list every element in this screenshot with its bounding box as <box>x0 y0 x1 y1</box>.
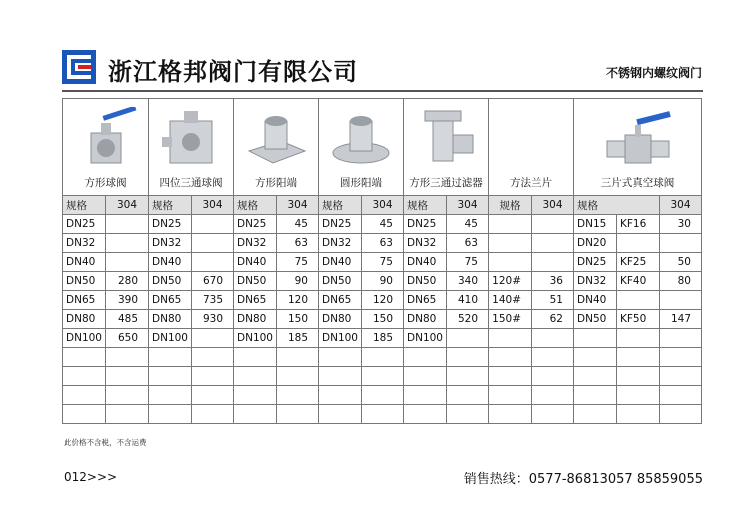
table-cell <box>617 348 660 367</box>
table-cell: 75 <box>277 253 319 272</box>
table-cell: 45 <box>447 215 489 234</box>
table-cell <box>532 405 574 424</box>
product-name: 圆形阳端 <box>340 177 382 189</box>
table-cell <box>63 386 106 405</box>
table-cell <box>63 348 106 367</box>
table-cell <box>532 329 574 348</box>
table-cell: 80 <box>660 272 702 291</box>
tee-filter-icon <box>411 107 481 169</box>
table-cell: 50 <box>660 253 702 272</box>
table-cell: DN100 <box>319 329 362 348</box>
table-cell <box>277 367 319 386</box>
column-header: 规格 <box>149 196 192 215</box>
table-cell: 650 <box>106 329 149 348</box>
table-cell: DN80 <box>234 310 277 329</box>
table-cell <box>234 405 277 424</box>
table-cell <box>234 348 277 367</box>
table-cell: 147 <box>660 310 702 329</box>
product-image-row <box>63 99 702 196</box>
table-cell: DN32 <box>574 272 617 291</box>
table-cell: 63 <box>447 234 489 253</box>
page-header <box>62 50 702 84</box>
table-cell: DN25 <box>234 215 277 234</box>
table-cell: DN65 <box>404 291 447 310</box>
table-cell <box>192 329 234 348</box>
column-header: 304 <box>106 196 149 215</box>
table-cell: 185 <box>362 329 404 348</box>
table-cell <box>404 405 447 424</box>
table-cell <box>574 329 617 348</box>
table-cell: 36 <box>532 272 574 291</box>
table-cell <box>362 386 404 405</box>
table-cell: DN65 <box>319 291 362 310</box>
column-header: 304 <box>277 196 319 215</box>
table-cell: DN40 <box>149 253 192 272</box>
table-row <box>63 272 702 291</box>
table-cell <box>660 348 702 367</box>
table-cell <box>319 348 362 367</box>
table-cell <box>362 348 404 367</box>
table-cell: 140# <box>489 291 532 310</box>
round-male-end-icon <box>326 107 396 169</box>
table-cell <box>447 405 489 424</box>
table-cell: 390 <box>106 291 149 310</box>
table-cell <box>617 234 660 253</box>
table-cell: 120 <box>277 291 319 310</box>
table-cell: DN65 <box>234 291 277 310</box>
table-cell: 45 <box>277 215 319 234</box>
table-cell <box>277 386 319 405</box>
table-cell: DN50 <box>234 272 277 291</box>
table-cell: KF40 <box>617 272 660 291</box>
product-cell <box>404 99 489 196</box>
table-cell: DN32 <box>63 234 106 253</box>
column-header: 规格 <box>234 196 277 215</box>
table-cell: 120 <box>362 291 404 310</box>
table-cell <box>660 291 702 310</box>
table-cell <box>149 348 192 367</box>
column-header: 304 <box>532 196 574 215</box>
table-cell: 120# <box>489 272 532 291</box>
table-cell <box>489 405 532 424</box>
column-header: 规格 <box>489 196 532 215</box>
table-row <box>63 367 702 386</box>
column-header: 304 <box>192 196 234 215</box>
table-cell: 150# <box>489 310 532 329</box>
table-cell: DN32 <box>319 234 362 253</box>
price-note: 此价格不含税，不含运费 <box>64 438 147 447</box>
table-cell <box>660 367 702 386</box>
column-header: 规格 <box>319 196 362 215</box>
table-cell: DN80 <box>404 310 447 329</box>
table-cell: DN80 <box>319 310 362 329</box>
table-cell: 90 <box>362 272 404 291</box>
table-cell: 75 <box>447 253 489 272</box>
table-cell <box>362 405 404 424</box>
table-row <box>63 405 702 424</box>
table-cell <box>106 215 149 234</box>
table-cell <box>532 215 574 234</box>
table-cell <box>362 367 404 386</box>
series-title: 不锈钢内螺纹阀门 <box>605 66 702 80</box>
table-cell <box>192 405 234 424</box>
table-cell <box>319 405 362 424</box>
table-row <box>63 291 702 310</box>
table-cell <box>149 386 192 405</box>
table-cell: DN25 <box>63 215 106 234</box>
table-cell <box>149 367 192 386</box>
table-cell: DN32 <box>404 234 447 253</box>
table-cell: DN25 <box>574 253 617 272</box>
table-cell <box>532 367 574 386</box>
table-cell <box>574 367 617 386</box>
table-cell <box>574 386 617 405</box>
table-cell <box>660 386 702 405</box>
company-name: 浙江格邦阀门有限公司 <box>108 58 358 86</box>
product-cell <box>149 99 234 196</box>
table-cell <box>574 348 617 367</box>
table-header-row <box>63 196 702 215</box>
column-header: 规格 <box>63 196 106 215</box>
table-cell <box>447 329 489 348</box>
table-cell <box>106 253 149 272</box>
table-cell: 150 <box>277 310 319 329</box>
table-cell <box>106 405 149 424</box>
table-cell: 520 <box>447 310 489 329</box>
table-cell <box>617 367 660 386</box>
table-cell <box>319 367 362 386</box>
table-cell: DN50 <box>319 272 362 291</box>
product-name: 方法兰片 <box>510 177 552 189</box>
table-cell <box>660 329 702 348</box>
table-cell <box>447 348 489 367</box>
table-cell <box>149 405 192 424</box>
vacuum-ball-valve-icon <box>603 107 673 169</box>
table-cell <box>532 234 574 253</box>
price-table <box>62 98 702 424</box>
table-cell <box>106 386 149 405</box>
product-cell <box>489 99 574 196</box>
table-row <box>63 215 702 234</box>
table-cell <box>617 386 660 405</box>
table-body <box>63 215 702 424</box>
table-cell <box>106 367 149 386</box>
table-cell <box>660 405 702 424</box>
table-cell: DN50 <box>574 310 617 329</box>
table-cell: DN100 <box>234 329 277 348</box>
table-cell: 63 <box>362 234 404 253</box>
table-cell: 51 <box>532 291 574 310</box>
table-cell <box>192 234 234 253</box>
table-cell <box>192 348 234 367</box>
table-cell: DN40 <box>234 253 277 272</box>
table-cell: DN100 <box>149 329 192 348</box>
table-cell <box>63 367 106 386</box>
table-cell <box>63 405 106 424</box>
table-cell <box>489 367 532 386</box>
table-cell <box>617 329 660 348</box>
table-cell: DN100 <box>63 329 106 348</box>
table-cell: 45 <box>362 215 404 234</box>
table-row <box>63 234 702 253</box>
square-ball-valve-icon <box>71 107 141 169</box>
table-row <box>63 329 702 348</box>
table-row <box>63 348 702 367</box>
table-cell <box>192 253 234 272</box>
table-cell <box>192 215 234 234</box>
product-cell <box>319 99 404 196</box>
table-cell: DN32 <box>234 234 277 253</box>
table-cell: DN50 <box>149 272 192 291</box>
table-cell: 735 <box>192 291 234 310</box>
column-header: 304 <box>447 196 489 215</box>
table-cell <box>489 348 532 367</box>
table-cell: DN65 <box>63 291 106 310</box>
table-row <box>63 310 702 329</box>
table-cell <box>489 234 532 253</box>
table-row <box>63 253 702 272</box>
product-name: 三片式真空球阀 <box>600 177 675 189</box>
column-header: 规格 <box>574 196 660 215</box>
table-cell <box>234 367 277 386</box>
table-cell: 30 <box>660 215 702 234</box>
table-cell <box>106 348 149 367</box>
table-cell <box>532 348 574 367</box>
product-name: 方形阳端 <box>255 177 297 189</box>
table-cell <box>660 234 702 253</box>
table-cell: 280 <box>106 272 149 291</box>
table-cell: 930 <box>192 310 234 329</box>
table-cell: DN25 <box>149 215 192 234</box>
table-cell: DN15 <box>574 215 617 234</box>
table-cell <box>192 367 234 386</box>
page-number: 012>>> <box>64 470 118 484</box>
table-cell <box>106 234 149 253</box>
table-cell: 340 <box>447 272 489 291</box>
table-cell <box>234 386 277 405</box>
table-cell: DN50 <box>63 272 106 291</box>
table-cell: DN40 <box>63 253 106 272</box>
product-name: 四位三通球阀 <box>159 177 223 189</box>
table-cell <box>489 215 532 234</box>
table-cell: 410 <box>447 291 489 310</box>
table-cell: 90 <box>277 272 319 291</box>
three-way-ball-valve-icon <box>156 107 226 169</box>
column-header: 304 <box>362 196 404 215</box>
table-cell <box>489 386 532 405</box>
table-cell: DN40 <box>574 291 617 310</box>
product-name: 方形三通过滤器 <box>409 177 483 189</box>
product-name: 方形球阀 <box>84 177 127 189</box>
table-cell: DN32 <box>149 234 192 253</box>
table-cell: KF25 <box>617 253 660 272</box>
table-cell: DN100 <box>404 329 447 348</box>
header-divider <box>62 90 703 92</box>
table-cell: 185 <box>277 329 319 348</box>
table-cell: DN40 <box>319 253 362 272</box>
table-cell <box>447 367 489 386</box>
table-cell: 670 <box>192 272 234 291</box>
table-cell: DN80 <box>63 310 106 329</box>
table-cell: 63 <box>277 234 319 253</box>
table-row <box>63 386 702 405</box>
table-cell <box>404 386 447 405</box>
table-cell: 150 <box>362 310 404 329</box>
table-cell <box>532 253 574 272</box>
table-cell <box>574 405 617 424</box>
table-cell <box>277 405 319 424</box>
table-cell <box>489 329 532 348</box>
table-cell <box>319 386 362 405</box>
product-cell <box>234 99 319 196</box>
square-male-end-icon <box>241 107 311 169</box>
table-cell: DN40 <box>404 253 447 272</box>
product-cell <box>63 99 149 196</box>
table-cell: DN20 <box>574 234 617 253</box>
table-cell: DN80 <box>149 310 192 329</box>
table-cell <box>617 405 660 424</box>
table-cell: DN25 <box>319 215 362 234</box>
table-cell: 75 <box>362 253 404 272</box>
table-cell: 485 <box>106 310 149 329</box>
table-cell <box>404 348 447 367</box>
table-cell: DN50 <box>404 272 447 291</box>
table-cell <box>617 291 660 310</box>
table-cell <box>404 367 447 386</box>
table-cell <box>192 386 234 405</box>
table-cell <box>447 386 489 405</box>
column-header: 304 <box>660 196 702 215</box>
table-cell: 62 <box>532 310 574 329</box>
company-logo-icon <box>62 50 96 84</box>
table-cell: DN25 <box>404 215 447 234</box>
table-cell <box>489 253 532 272</box>
table-cell: KF50 <box>617 310 660 329</box>
sales-hotline: 销售热线：0577-86813057 85859055 <box>463 472 703 487</box>
table-cell <box>532 386 574 405</box>
table-cell: DN65 <box>149 291 192 310</box>
table-cell <box>277 348 319 367</box>
table-cell: KF16 <box>617 215 660 234</box>
column-header: 规格 <box>404 196 447 215</box>
product-cell <box>574 99 702 196</box>
